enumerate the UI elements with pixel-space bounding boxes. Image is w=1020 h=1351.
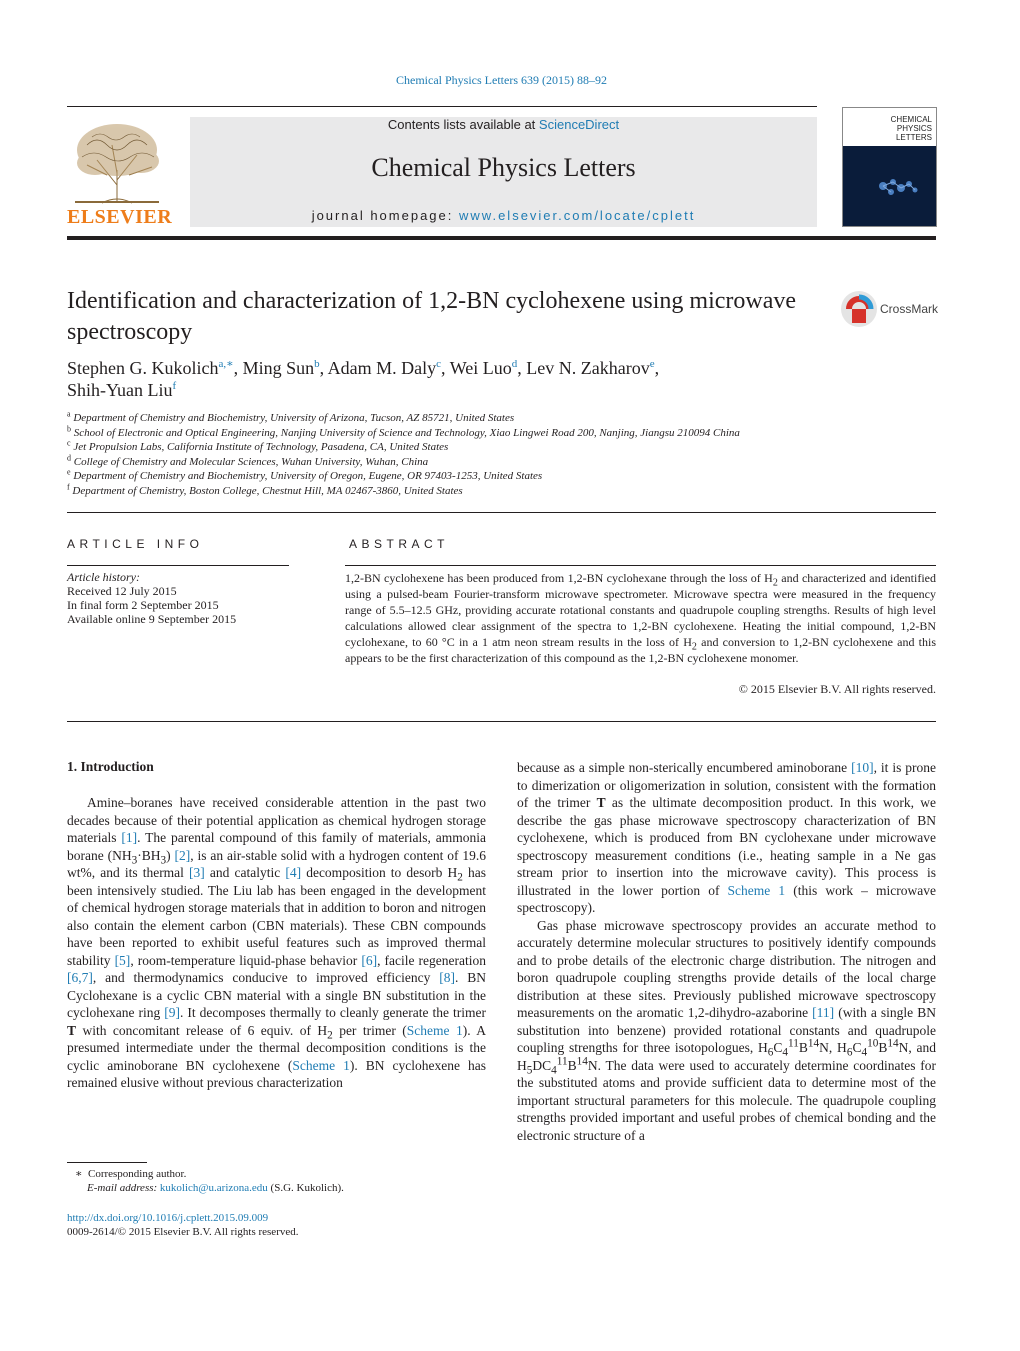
- scheme-link[interactable]: Scheme 1: [727, 882, 786, 898]
- paragraph: because as a simple non-sterically encumbered aminoborane [10], it is prone to dimerization or oligomerization in solution, consistent with the formation of the trimer T as the ultimate decomposition product. In this work, we describe the gas phase microwave spectroscopy characterization of BN cyclohexene, which is produced from BN cyclohexane under microwave spectroscopy measurement conditions (i.e., heating sample in a Ne gas stream prior to insertion into the microwave cavity). This process is illustrated in the lower portion of Scheme 1 (this work – microwave spectroscopy).: [517, 760, 936, 915]
- journal-name: Chemical Physics Letters: [371, 153, 636, 182]
- body-column-left: [67, 794, 486, 1092]
- affiliation: $^d$ College of Chemistry and Molecular Sciences, Wuhan University, Wuhan, China: [67, 452, 429, 468]
- affiliation: $^b$ School of Electronic and Optical Engineering, Nanjing University of Science and Technology, Xiao Lingwei Road 200, Nanjing, Jiangsu 210094 China: [67, 423, 740, 439]
- cover-title: CHEMICAL PHYSICS LETTERS: [890, 115, 932, 142]
- received-date: Received 12 July 2015: [67, 584, 177, 598]
- contents-prefix: Contents lists available at: [387, 117, 536, 132]
- section-heading-introduction: 1. Introduction: [67, 759, 154, 774]
- header-thick-rule: [67, 236, 936, 240]
- doi-block: [67, 1211, 467, 1239]
- crossmark-badge[interactable]: [840, 289, 940, 329]
- citation-link[interactable]: [1]: [121, 830, 138, 845]
- email-link[interactable]: kukolich@u.arizona.edu: [159, 1182, 268, 1194]
- citation-link[interactable]: [6,7]: [67, 970, 93, 985]
- affiliation: $^e$ Department of Chemistry and Biochemistry, University of Oregon, Eugene, OR 97403-1253, United States: [67, 467, 543, 482]
- citation-link[interactable]: [6]: [361, 952, 378, 968]
- cover-molecule-icon: [843, 146, 936, 226]
- affiliation-list: [67, 411, 907, 498]
- article-info-heading: ARTICLE INFO: [67, 537, 204, 551]
- affiliation: $^a$ Department of Chemistry and Biochemistry, University of Arizona, Tucson, AZ 85721, United States: [67, 409, 515, 424]
- author[interactable]: Shih-Yuan Liu$^f$: [67, 380, 177, 400]
- author-list: Stephen G. Kukolich$^{a,∗}$, Ming Sun$^b$, Adam M. Daly$^c$, Wei Luo$^d$, Lev N. Zakharov$^e$, Shih-Yuan Liu$^f$: [67, 358, 660, 400]
- journal-homepage: [190, 208, 817, 223]
- citation-link[interactable]: [11]: [812, 1005, 835, 1020]
- journal-reference[interactable]: Chemical Physics Letters 639 (2015) 88–92: [396, 73, 607, 87]
- citation-link[interactable]: [4]: [285, 865, 302, 880]
- revised-date: In final form 2 September 2015: [67, 598, 219, 612]
- header-rule: [67, 106, 817, 107]
- body-rule: [67, 721, 936, 722]
- affiliation: $^c$ Jet Propulsion Labs, California Institute of Technology, Pasadena, CA, United States: [67, 438, 449, 453]
- homepage-prefix: journal homepage:: [311, 208, 454, 223]
- scheme-link[interactable]: Scheme 1: [406, 1022, 463, 1038]
- history-label: Article history:: [67, 570, 140, 584]
- paragraph: Gas phase microwave spectroscopy provides an accurate method to accurately determine molecular structures to positively identify compounds and to probe details of the electronic charge distribution. The nitrogen and boron quadrupole coupling strengths provide details of the local charge distribution at these sites. Previously published microwave spectroscopy measurements on the aromatic 1,2-dihydro-azaborine [11] (with a single BN substitution into benzene) provided rotational constants and quadrupole coupling strengths for three isotopologues, $H_6C_4^{11}B^{14}N$, $H_6C_4^{10}B^{14}N$, and $H_5DC_4^{11}B^{14}N$. The data were used to accurately determine coordinates for the substituted atoms and provide sufficient data to determine most of the important structural parameters for this molecule. The quadrupole coupling strengths provided important and useful probes of chemical bonding and the electronic structure of a: [517, 917, 936, 1143]
- homepage-link[interactable]: www.elsevier.com/locate/cplett: [459, 208, 696, 223]
- footnote: ∗ Corresponding author. E-mail address: kukolich@u.arizona.edu (S.G. Kukolich).: [75, 1168, 344, 1194]
- contents-line: [190, 117, 817, 132]
- elsevier-wordmark: ELSEVIER: [67, 206, 173, 228]
- affiliation-rule: [67, 512, 936, 513]
- abstract-text: 1,2-BN cyclohexene has been produced from 1,2-BN cyclohexane through the loss of $H_2$ and characterized and identified using a pulsed-beam Fourier-transform microwave spectrometer. Microwave spectra were measured in the frequency range of 5.5–12.5 GHz, providing accurate rotational constants and quadrupole coupling strengths. Results of high level calculations allowed clear assignment of the spectra to 1,2-BN cyclohexene. Heating the initial compound, 1,2-BN cyclohexane, to 60 °C in a 1 atm neon stream results in the loss of $H_2$ and conversion to 1,2-BN cyclohexene and this appears to be the first characterization of this compound as the 1,2-BN cyclohexene monomer.: [345, 571, 936, 665]
- author[interactable]: Wei Luo$^d$: [449, 358, 518, 378]
- journal-cover-image[interactable]: [842, 107, 937, 227]
- author[interactable]: Adam M. Daly$^c$: [327, 358, 442, 378]
- author[interactable]: Ming Sun$^b$: [242, 358, 320, 378]
- corresponding-author-note: Corresponding author.: [87, 1168, 187, 1180]
- cover-artwork: [843, 146, 936, 226]
- paragraph: Amine–boranes have received considerable attention in the past two decades because of their potential application as chemical hydrogen storage materials [1]. The parental compound of this family of materials, ammonia borane $(NH_3\cdot BH_3)$ [2], is an air-stable solid with a hydrogen content of 19.6 wt%, and its thermal [3] and catalytic [4] decomposition to desorb $H_2$ has been intensively studied. The Liu lab has been engaged in the development of chemical hydrogen storage materials that in addition to boron and nitrogen also contain the element carbon (CBN materials). These CBN compounds have been reported to exhibit useful features such as improved thermal stability [5], room-temperature liquid-phase behavior [6], facile regeneration [6,7], and thermodynamics conducive to improved efficiency [8]. BN Cyclohexane is a cyclic CBN material with a single BN substitution in the cyclohexane ring [9]. It decomposes thermally to cleanly generate the trimer T with concomitant release of 6 equiv. of $H_2$ per trimer (Scheme 1). A presumed intermediate under the thermal decomposition conditions is the cyclic aminoborane BN cyclohexene (Scheme 1). BN cyclohexene has remained elusive without previous characterization: [67, 795, 487, 1090]
- citation-link[interactable]: [2]: [174, 847, 191, 863]
- crossmark-label: CrossMark: [880, 302, 939, 316]
- copyright-notice: © 2015 Elsevier B.V. All rights reserved.: [738, 682, 936, 696]
- email-owner: (S.G. Kukolich).: [270, 1182, 344, 1194]
- citation-link[interactable]: [10]: [851, 760, 874, 775]
- footnote-rule: [67, 1162, 147, 1163]
- email-label: E-mail address:: [87, 1182, 158, 1194]
- doi-link[interactable]: http://dx.doi.org/10.1016/j.cplett.2015.09.009: [67, 1212, 269, 1224]
- sciencedirect-link[interactable]: ScienceDirect: [538, 117, 620, 132]
- article-history: [67, 570, 289, 626]
- scheme-link[interactable]: Scheme 1: [292, 1057, 350, 1073]
- citation-link[interactable]: [9]: [164, 1005, 180, 1020]
- author[interactable]: Stephen G. Kukolich$^{a,∗}$: [67, 358, 234, 378]
- citation-link[interactable]: [3]: [189, 865, 205, 880]
- affiliation: $^f$ Department of Chemistry, Boston College, Chestnut Hill, MA 02467-3860, United States: [67, 481, 463, 497]
- article-info-rule: [67, 565, 289, 566]
- abstract-rule: [345, 565, 936, 566]
- author[interactable]: Lev N. Zakharov$^e$: [526, 358, 655, 378]
- body-column-right: [517, 759, 936, 1144]
- abstract-heading: ABSTRACT: [349, 537, 450, 551]
- online-date: Available online 9 September 2015: [67, 612, 237, 626]
- article-title: Identification and characterization of 1,2-BN cyclohexene using microwave spectroscopy: [67, 288, 797, 345]
- citation-link[interactable]: [5]: [114, 952, 131, 968]
- citation-link[interactable]: [8]: [439, 970, 455, 985]
- issn-line: 0009-2614/© 2015 Elsevier B.V. All rights reserved.: [67, 1226, 299, 1238]
- crossmark-icon: [840, 289, 880, 329]
